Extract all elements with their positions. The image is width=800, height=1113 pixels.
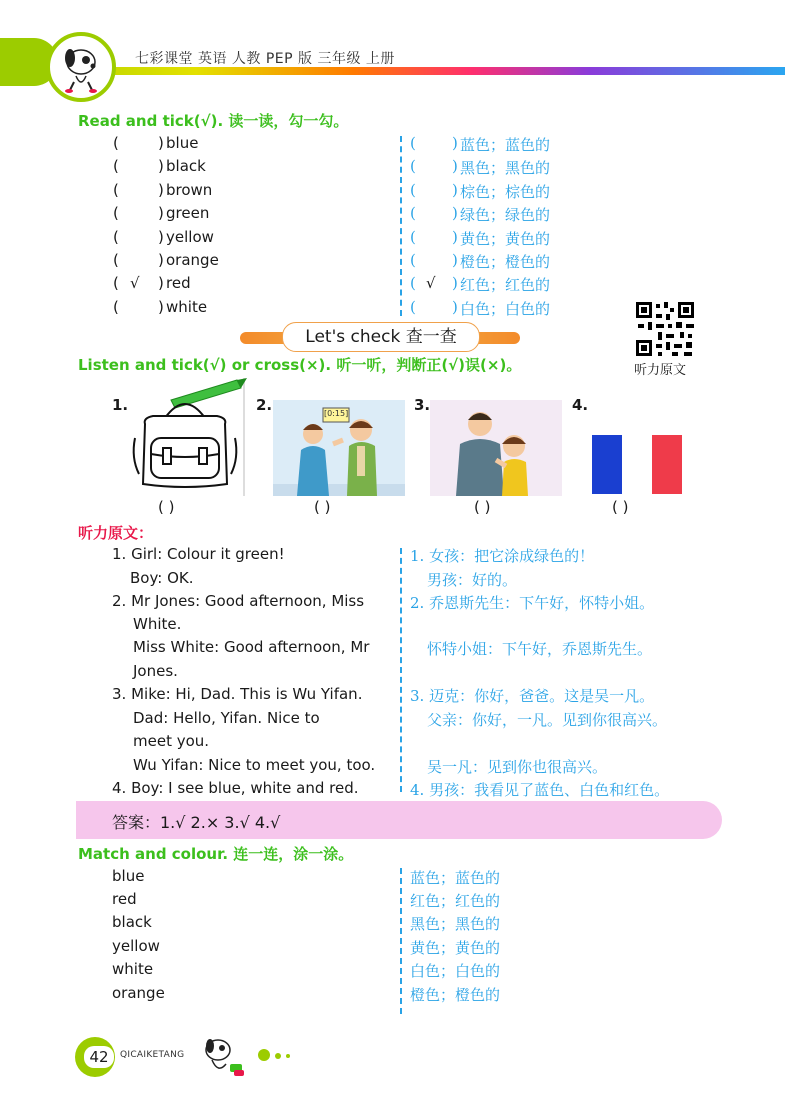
tick-paren-close: ) [158, 181, 164, 199]
transcript-heading: 听力原文： [78, 524, 154, 542]
color-word: red [166, 274, 191, 292]
tick-paren-open: ( [113, 228, 119, 246]
color-word-cn: 橙色；橙色的 [460, 253, 551, 271]
picture-4-flag [592, 435, 682, 494]
color-word-cn: 蓝色；蓝色的 [460, 136, 551, 154]
answer-blank-1[interactable]: ( ) [158, 498, 175, 516]
transcript-line: Jones. [133, 662, 178, 680]
dog-painting-icon [196, 1030, 306, 1080]
transcript-cn-line: 3. 迈克：你好，爸爸。这是吴一凡。 [410, 687, 655, 705]
tick-paren-open: ( [410, 181, 416, 199]
match-cn[interactable]: 黄色；黄色的 [410, 939, 501, 957]
color-word: orange [166, 251, 219, 269]
tick-paren-close: ) [158, 298, 164, 316]
tick-paren-open: ( [113, 181, 119, 199]
tick-paren-close: ) [452, 251, 458, 269]
transcript-line: 1. Girl: Colour it green! [112, 545, 285, 563]
transcript-line: 2. Mr Jones: Good afternoon, Miss [112, 592, 365, 610]
color-word: black [166, 157, 206, 175]
tick-paren-close: ) [158, 251, 164, 269]
tick-paren-close: ) [452, 228, 458, 246]
tick-paren-close: ) [452, 181, 458, 199]
match-cn[interactable]: 红色；红色的 [410, 892, 501, 910]
match-word[interactable]: blue [112, 867, 145, 885]
transcript-cn-line: 吴一凡：见到你也很高兴。 [427, 758, 608, 776]
footer-brand: QICAIKETANG [120, 1050, 185, 1060]
picture-3-dad-and-boy [430, 400, 562, 496]
picture-number-3: 3. [414, 396, 431, 414]
color-word-cn: 绿色；绿色的 [460, 206, 551, 224]
picture-number-4: 4. [572, 396, 589, 414]
tick-paren-close: ) [452, 274, 458, 292]
match-word[interactable]: red [112, 890, 137, 908]
footer-mascot [196, 1030, 306, 1080]
clock-sign: [0:15] [324, 409, 349, 418]
tick-mark[interactable]: √ [130, 274, 140, 292]
read-tick-divider [400, 136, 402, 316]
match-cn[interactable]: 黑色；黑色的 [410, 915, 501, 933]
transcript-cn-line: 父亲：你好，一凡。见到你很高兴。 [427, 711, 668, 729]
tick-paren-close: ) [158, 228, 164, 246]
transcript-cn-line: 男孩：好的。 [427, 571, 518, 589]
tick-paren-open: ( [113, 274, 119, 292]
transcript-cn-line: 2. 乔恩斯先生：下午好，怀特小姐。 [410, 594, 655, 612]
tick-paren-close: ) [158, 134, 164, 152]
transcript-line: 4. Boy: I see blue, white and red. [112, 779, 359, 797]
qr-code[interactable] [634, 300, 696, 358]
tick-paren-close: ) [158, 274, 164, 292]
color-word: yellow [166, 228, 214, 246]
transcript-cn-line: 1. 女孩：把它涂成绿色的！ [410, 547, 595, 565]
color-word-cn: 白色；白色的 [460, 300, 551, 318]
page-number: 42 [84, 1046, 114, 1068]
picture-1-schoolbag [125, 378, 249, 496]
listen-heading: Listen and tick(√) or cross(×). 听一听，判断正(√)误(×)。 [78, 356, 522, 374]
tick-paren-open: ( [113, 251, 119, 269]
read-tick-heading: Read and tick(√). 读一读，勾一勾。 [78, 112, 349, 130]
qr-code-icon [634, 300, 696, 358]
tick-paren-open: ( [113, 157, 119, 175]
tick-paren-open: ( [410, 134, 416, 152]
match-word[interactable]: yellow [112, 937, 160, 955]
color-word: white [166, 298, 208, 316]
match-divider [400, 868, 402, 1014]
header-title: 七彩课堂 英语 人教 PEP 版 三年级 上册 [135, 51, 395, 67]
color-word: blue [166, 134, 199, 152]
family-scene-icon [430, 400, 562, 496]
color-word: brown [166, 181, 213, 199]
transcript-line: Boy: OK. [130, 569, 194, 587]
match-cn[interactable]: 蓝色；蓝色的 [410, 869, 501, 887]
tick-paren-close: ) [452, 204, 458, 222]
picture-number-2: 2. [256, 396, 273, 414]
tick-paren-open: ( [113, 298, 119, 316]
transcript-line: 3. Mike: Hi, Dad. This is Wu Yifan. [112, 685, 363, 703]
transcript-cn-line: 4. 男孩：我看见了蓝色、白色和红色。 [410, 781, 670, 799]
color-word: green [166, 204, 210, 222]
flag-icon [592, 435, 682, 494]
tick-mark[interactable]: √ [426, 274, 436, 292]
picture-number-1: 1. [112, 396, 129, 414]
answer-blank-4[interactable]: ( ) [612, 498, 629, 516]
tick-paren-open: ( [410, 157, 416, 175]
tick-paren-open: ( [410, 251, 416, 269]
answer-blank-2[interactable]: ( ) [314, 498, 331, 516]
banner-label: Let's check 查一查 [282, 322, 480, 352]
tick-paren-open: ( [410, 298, 416, 316]
tick-paren-open: ( [113, 134, 119, 152]
tick-paren-close: ) [158, 157, 164, 175]
tick-paren-close: ) [452, 298, 458, 316]
color-word-cn: 棕色；棕色的 [460, 183, 551, 201]
answer-blank-3[interactable]: ( ) [474, 498, 491, 516]
tick-paren-open: ( [113, 204, 119, 222]
tick-paren-open: ( [410, 204, 416, 222]
color-word-cn: 黄色；黄色的 [460, 230, 551, 248]
match-heading: Match and colour. 连一连，涂一涂。 [78, 845, 354, 863]
answer-key: 答案：1.√ 2.× 3.√ 4.√ [112, 813, 281, 832]
transcript-line: Dad: Hello, Yifan. Nice to [133, 709, 320, 727]
match-word[interactable]: orange [112, 984, 165, 1002]
color-word-cn: 黑色；黑色的 [460, 159, 551, 177]
match-cn[interactable]: 橙色；橙色的 [410, 986, 501, 1004]
match-word[interactable]: black [112, 913, 152, 931]
mascot-logo [46, 32, 116, 102]
tick-paren-close: ) [452, 157, 458, 175]
tick-paren-close: ) [158, 204, 164, 222]
picture-2-greeting [273, 400, 405, 496]
transcript-line: White. [133, 615, 182, 633]
qr-caption: 听力原文 [634, 363, 687, 378]
tick-paren-open: ( [410, 274, 416, 292]
schoolbag-icon [125, 378, 249, 496]
tick-paren-close: ) [452, 134, 458, 152]
tick-paren-open: ( [410, 228, 416, 246]
lets-check-banner [240, 322, 520, 352]
transcript-line: Wu Yifan: Nice to meet you, too. [133, 756, 376, 774]
transcript-divider [400, 548, 402, 792]
header-color-band [0, 67, 785, 75]
dog-mascot-icon [50, 36, 112, 98]
match-cn[interactable]: 白色；白色的 [410, 962, 501, 980]
transcript-cn-line: 怀特小姐：下午好，乔恩斯先生。 [427, 640, 653, 658]
match-word[interactable]: white [112, 960, 154, 978]
transcript-line: meet you. [133, 732, 210, 750]
transcript-line: Miss White: Good afternoon, Mr [133, 638, 370, 656]
color-word-cn: 红色；红色的 [460, 276, 551, 294]
